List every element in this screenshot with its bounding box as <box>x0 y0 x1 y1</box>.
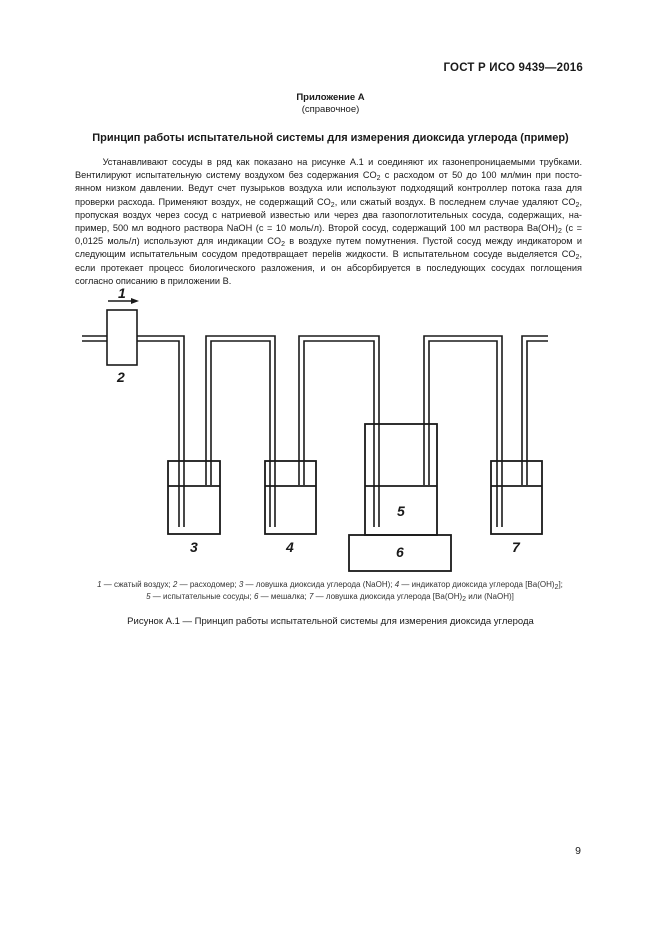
vessel-4 <box>265 461 316 534</box>
legend-text-2: — расходомер; <box>177 580 239 589</box>
apparatus-diagram <box>0 280 661 575</box>
legend-text-5: — испытательные сосуды; <box>150 592 254 601</box>
legend-sub-7: 2 <box>462 596 467 603</box>
legend-text-4: — индикатор диоксида углерода [Ba(OH) <box>399 580 555 589</box>
label-1: 1 <box>118 285 126 301</box>
body-sub-3: 2 <box>575 201 580 209</box>
figure-caption: Рисунок А.1 — Принцип работы испытательной системы для измерения диоксида углерода <box>127 616 534 627</box>
legend-text-3: — ловушка диоксида углерода (NaOH); <box>243 580 395 589</box>
body-text-5: (c = 0,0125 моль/л) используют для индикации CO <box>75 223 582 247</box>
legend-text-7b: или (NaOH)] <box>466 592 514 601</box>
tubing <box>82 310 548 527</box>
body-sub-1: 2 <box>376 175 381 183</box>
vessel-3 <box>168 461 220 534</box>
tube-5-7-inner <box>429 341 497 527</box>
outlet-tube-inner <box>527 341 548 485</box>
body-sub-5: 2 <box>281 241 285 249</box>
legend-num-6: 6 <box>254 592 259 601</box>
legend-text-7: — ловушка диоксида углерода [Ba(OH) <box>313 592 463 601</box>
label-6: 6 <box>396 544 404 560</box>
tube-to-vessel-3-outer <box>137 336 184 527</box>
legend-num-5: 5 <box>146 592 151 601</box>
body-text-7: , если протекает процесс биологического разложения, и он абсорбируется в последующих сосудах поглощения согласно описанию в приложении В. <box>75 249 582 286</box>
body-sub-2: 2 <box>330 201 335 209</box>
legend-num-1: 1 <box>97 580 102 589</box>
flowmeter <box>107 310 137 365</box>
body-text-3: , или сжатый воздух. В последнем случае удаляют CO <box>334 196 576 207</box>
legend-num-4: 4 <box>394 580 400 589</box>
label-5: 5 <box>397 503 405 519</box>
legend-text-6: — мешалка; <box>258 592 309 601</box>
appendix-subtitle: (справочное) <box>301 104 360 115</box>
label-2: 2 <box>117 369 125 385</box>
body-sub-4: 2 <box>557 228 562 236</box>
page-number: 9 <box>575 845 581 857</box>
tube-4-5-outer <box>299 336 379 527</box>
body-text-6: в воздухе путем помутнения. Пустой сосуд между индикатором и следующим испытательным сосудом предотвращает переliв жидкости. В испытательном сосуде выделяется CO <box>75 236 582 260</box>
legend-text-4b: ]; <box>558 580 563 589</box>
legend-sub-4: 2 <box>554 584 559 591</box>
label-4: 4 <box>286 539 294 555</box>
tube-4-5-inner <box>304 341 374 527</box>
body-text-2: с расходом от 50 до 100 мл/мин при посто-янном низком давлении. Ведут счет пузырьков воздуха или используют подходящий контроллер потока газа для проверки расхода. Применяют воздух, не содержащий CO <box>75 170 582 207</box>
section-heading: Принцип работы испытательной системы для измерения диоксида углерода (пример) <box>92 132 569 144</box>
body-sub-6: 2 <box>575 254 580 262</box>
tube-to-vessel-3-inner <box>137 341 179 527</box>
body-text-4: , пропуская воздух через сосуд с натриевой известью или через два газопоглотительных сосуда, содержащих, на-пример, 500 мл водного раствора NaOH (c = 10 моль/л). Второй сосуд, содержащий 100 мл раствора Ba(OH) <box>75 196 582 234</box>
legend-num-3: 3 <box>238 580 244 589</box>
outlet-tube-outer <box>522 336 548 485</box>
legend-num-7: 7 <box>308 592 314 601</box>
label-7: 7 <box>512 539 520 555</box>
legend-text-1: — сжатый воздух; <box>101 580 173 589</box>
appendix-title: Приложение А <box>296 92 365 103</box>
body-text-1: Устанавливают сосуды в ряд как показано на рисунке А.1 и соединяют их газонепроницаемыми трубками. Вентилируют испытательную систему воздухом без содержания CO <box>75 157 582 181</box>
body-paragraph <box>75 156 582 288</box>
vessel-7 <box>491 461 542 534</box>
standard-designation: ГОСТ Р ИСО 9439—2016 <box>443 62 583 74</box>
label-3: 3 <box>190 539 198 555</box>
legend-num-2: 2 <box>172 580 178 589</box>
vessels <box>168 424 542 571</box>
figure-legend <box>60 579 600 603</box>
